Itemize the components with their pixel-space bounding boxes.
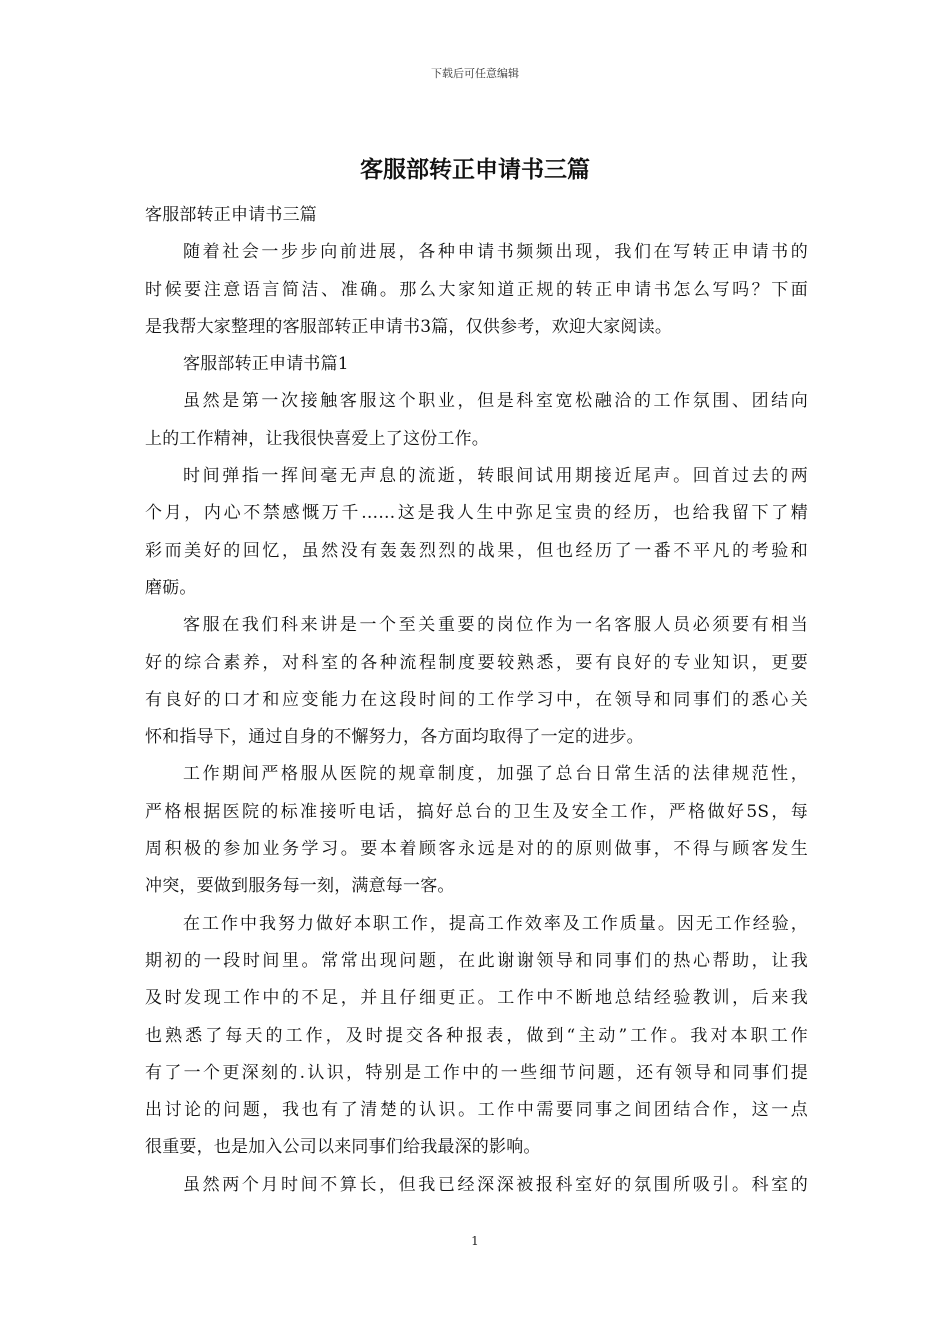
text-line: 虽然两个月时间不算长，但我已经深深被报科室好的氛围所吸引。科室的 (183, 1174, 808, 1195)
text-line: 彩而美好的回忆，虽然没有轰轰烈烈的战果，但也经历了一番不平凡的考验和 (145, 540, 808, 561)
text-line: 好的综合素养，对科室的各种流程制度要较熟悉，要有良好的专业知识，更要 (145, 652, 808, 673)
text-line: 客服部转正申请书三篇 (145, 205, 317, 225)
document-title: 客服部转正申请书三篇 (360, 156, 590, 183)
text-line: 时间弹指一挥间毫无声息的流逝，转眼间试用期接近尾声。回首过去的两 (183, 466, 808, 487)
text-line: 时候要注意语言简洁、准确。那么大家知道正规的转正申请书怎么写吗？下面 (145, 279, 808, 300)
text-line: 怀和指导下，通过自身的不懈努力，各方面均取得了一定的进步。 (145, 727, 644, 748)
text-line: 有了一个更深刻的.认识，特别是工作中的一些细节问题，还有领导和同事们提 (145, 1062, 808, 1083)
text-line: 周积极的参加业务学习。要本着顾客永远是对的的原则做事，不得与顾客发生 (145, 839, 808, 860)
text-line: 虽然是第一次接触客服这个职业，但是科室宽松融洽的工作氛围、团结向 (183, 391, 808, 412)
text-line: 个月，内心不禁感慨万千……这是我人生中弥足宝贵的经历，也给我留下了精 (145, 503, 808, 524)
text-line: 客服在我们科来讲是一个至关重要的岗位作为一名客服人员必须要有相当 (183, 615, 808, 636)
text-line: 出讨论的问题，我也有了清楚的认识。工作中需要同事之间团结合作，这一点 (145, 1100, 808, 1121)
text-line: 工作期间严格服从医院的规章制度，加强了总台日常生活的法律规范性， (183, 764, 808, 785)
text-line: 冲突，要做到服务每一刻，满意每一客。 (145, 876, 455, 897)
text-line: 客服部转正申请书篇1 (183, 354, 349, 375)
text-line: 也熟悉了每天的工作，及时提交各种报表，做到“主动”工作。我对本职工作 (145, 1025, 808, 1046)
text-line: 很重要，也是加入公司以来同事们给我最深的影响。 (145, 1137, 541, 1158)
header-note: 下载后可任意编辑 (431, 67, 519, 80)
text-line: 期初的一段时间里。常常出现问题，在此谢谢领导和同事们的热心帮助，让我 (145, 950, 808, 971)
document-body (145, 197, 808, 1204)
text-line: 在工作中我努力做好本职工作，提高工作效率及工作质量。因无工作经验， (183, 913, 808, 934)
text-line: 上的工作精神，让我很快喜爱上了这份工作。 (145, 428, 489, 449)
text-line: 严格根据医院的标准接听电话，搞好总台的卫生及安全工作，严格做好5S，每 (145, 801, 808, 822)
page-number: 1 (471, 1234, 479, 1248)
text-line: 磨砺。 (145, 577, 197, 598)
text-line: 随着社会一步步向前进展，各种申请书频频出现，我们在写转正申请书的 (183, 242, 808, 263)
text-line: 及时发现工作中的不足，并且仔细更正。工作中不断地总结经验教训，后来我 (145, 988, 808, 1009)
text-line: 是我帮大家整理的客服部转正申请书3篇，仅供参考，欢迎大家阅读。 (145, 316, 673, 337)
text-line: 有良好的口才和应变能力在这段时间的工作学习中，在领导和同事们的悉心关 (145, 689, 808, 710)
